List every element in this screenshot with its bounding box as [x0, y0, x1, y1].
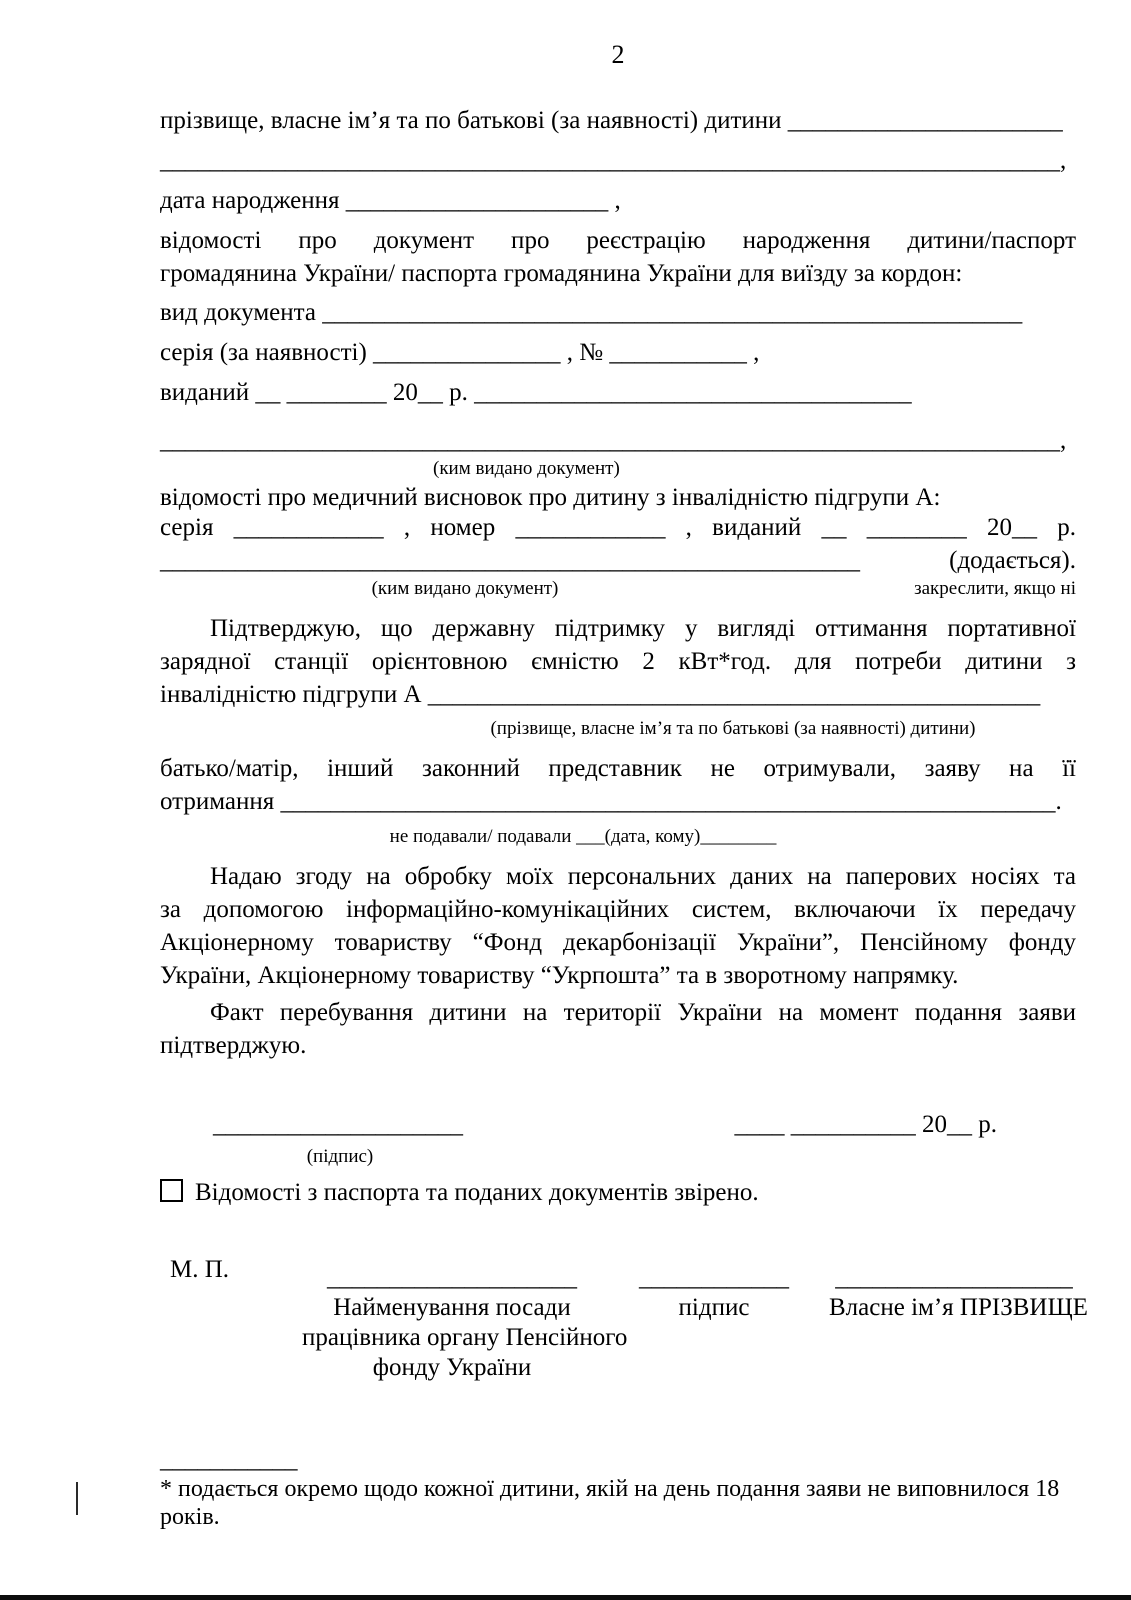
- document-info-line-2: громадянина України/ паспорта громадянина України для виїзду за кордон:: [160, 260, 963, 287]
- confirmation-paragraph: [160, 612, 1076, 711]
- medical-report-header: відомості про медичний висновок про дитину з інвалідністю підгрупи А:: [160, 484, 941, 511]
- officer-position-caption-2: працівника органу Пенсійного: [302, 1324, 628, 1351]
- officer-position-column: [302, 1263, 628, 1383]
- presence-line-2: підтверджую.: [160, 1032, 307, 1059]
- document-info-line-1: відомості про документ про реєстрацію народження дитини/паспорт: [160, 227, 1076, 254]
- consent-line-1: Надаю згоду на обробку моїх персональних даних на паперових носіях та: [210, 863, 1076, 890]
- confirmation-line-1: Підтверджую, що державну підтримку у вигляді оттимання портативної: [210, 615, 1076, 642]
- document-issued-field: виданий __ ________ 20__ р. ___________________________________: [160, 379, 912, 406]
- verified-checkbox-label: Відомості з паспорта та поданих документів звірено.: [195, 1179, 759, 1206]
- officer-name-column: [829, 1263, 1088, 1323]
- officer-position-caption-3: фонду України: [372, 1354, 532, 1381]
- parents-paragraph: [160, 752, 1076, 818]
- signature-row: [160, 1110, 1076, 1140]
- document-info-paragraph: [160, 224, 1076, 290]
- signature-caption: (підпис): [306, 1146, 374, 1167]
- stamp-place-label: М. П.: [170, 1256, 230, 1283]
- bottom-edge-bar: [0, 1595, 1131, 1600]
- medical-issuer-blank-line: ________________________________________________________: [160, 547, 860, 574]
- parents-line-1: батько/матір, інший законний представник не отримували, заяву на її: [160, 755, 1076, 782]
- confirmation-line-3: інвалідністю підгрупи А _________________________________________________: [160, 681, 1041, 708]
- child-name-line: прізвище, власне ім’я та по батькові (за наявності) дитини ______________________: [160, 107, 1063, 134]
- officer-position-blank-line: ____________________: [327, 1264, 577, 1291]
- presence-line-1: Факт перебування дитини на території України на момент подання заяви: [210, 999, 1076, 1026]
- confirmation-line-2: зарядної станції орієнтовною ємністю 2 кВт*год. для потреби дитини з: [160, 648, 1076, 675]
- officer-position-caption-1: Найменування посади: [333, 1294, 571, 1321]
- issuer-caption: (ким видано документ): [433, 458, 620, 479]
- medical-issuer-row: [160, 546, 1076, 576]
- consent-line-4: України, Акціонерному товариству “Укрпошта” та в зворотному напрямку.: [160, 962, 959, 989]
- presence-paragraph: [160, 996, 1076, 1062]
- signature-blank-line: ____________________: [213, 1111, 463, 1138]
- verified-checkbox[interactable]: [160, 1179, 183, 1202]
- child-name-blank-line: ________________________________________________________________________,: [160, 147, 1067, 174]
- medical-attached-note: (додається).: [949, 547, 1076, 574]
- medical-issuer-caption: (ким видано документ): [371, 578, 559, 599]
- text-cursor: [76, 1482, 78, 1515]
- child-name-caption: (прізвище, власне ім’я та по батькові (за наявності) дитини): [490, 718, 976, 739]
- signature-date-field: ____ __________ 20__ р.: [734, 1111, 997, 1138]
- document-type-field: вид документа ________________________________________________________: [160, 299, 1023, 326]
- officer-signature-caption: підпис: [678, 1294, 750, 1321]
- medical-series-field: серія ____________ , номер ____________ , виданий __ ________ 20__ р.: [160, 514, 1076, 541]
- strike-if-no-note: закреслити, якщо ні: [914, 578, 1076, 599]
- document-series-field: серія (за наявності) _______________ , № ___________ ,: [160, 339, 760, 366]
- footnote-divider: ___________: [160, 1446, 298, 1473]
- officer-name-caption: Власне ім’я ПРІЗВИЩЕ: [829, 1294, 1088, 1321]
- document-issuer-blank-line: ________________________________________________________________________,: [160, 427, 1067, 454]
- consent-line-2: за допомогою інформаційно-комунікаційних систем, включаючи їх передачу: [160, 896, 1076, 923]
- officer-signature-block: [160, 1255, 1088, 1383]
- consent-line-3: Акціонерному товариству “Фонд декарбонізації України”, Пенсійному фонду: [160, 929, 1076, 956]
- verification-row: [160, 1178, 1076, 1208]
- officer-signature-blank-line: ____________: [639, 1264, 789, 1291]
- page-number: 2: [611, 40, 625, 69]
- officer-signature-column: [639, 1263, 789, 1323]
- officer-name-blank-line: ___________________: [835, 1264, 1073, 1291]
- submitted-caption: не подавали/ подавали ___(дата, кому)________: [389, 826, 777, 847]
- birth-date-line: дата народження _____________________ ,: [160, 187, 621, 214]
- medical-captions-row: [160, 578, 1076, 600]
- parents-line-2: отримання ______________________________________________________________.: [160, 788, 1062, 815]
- footnote-text: * подається окремо щодо кожної дитини, якій на день подання заяви не виповнилося 18 років.: [160, 1476, 1060, 1530]
- consent-paragraph: [160, 860, 1076, 992]
